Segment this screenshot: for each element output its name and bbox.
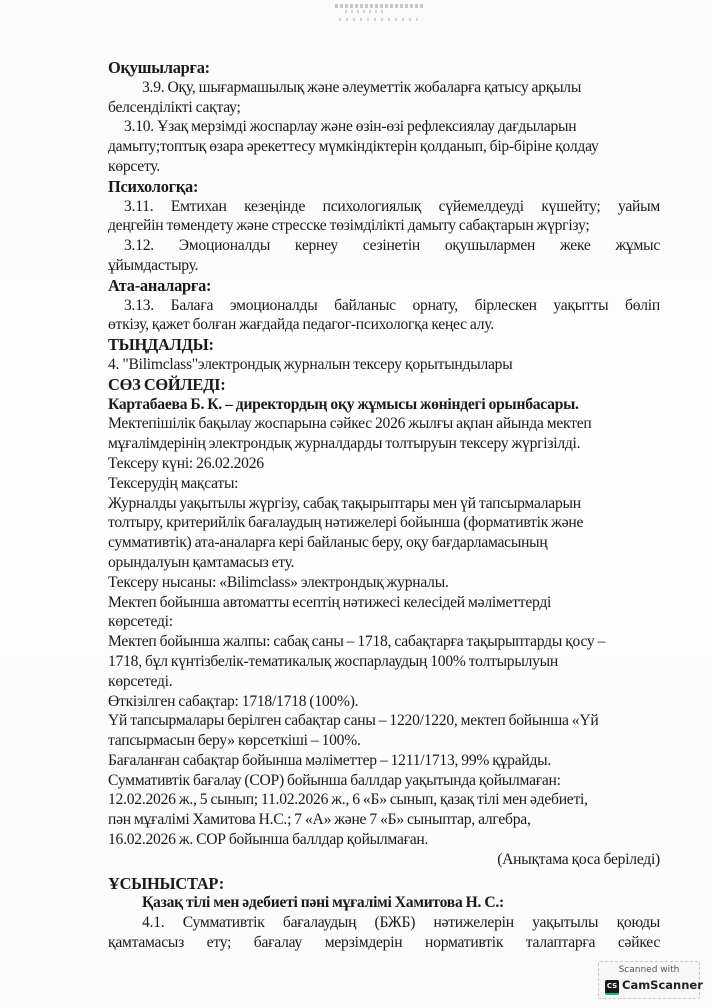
item-3-11-line-1: 3.11. Емтихан кезеңінде психологиялық сүйемелдеуді күшейту; уайым bbox=[124, 197, 660, 215]
item-3-13-line-1: 3.13. Балаға эмоционалды байланыс орнату, бірлескен уақытты бөліп bbox=[124, 296, 660, 314]
total-line-1: Мектеп бойынша жалпы: сабақ саны – 1718, сабақтарға тақырыптарды қосу – bbox=[108, 633, 606, 651]
item-3-12-line-1: 3.12. Эмоционалды кернеу сезінетін оқушылармен жеке жұмыс bbox=[124, 237, 660, 255]
graded-lessons: Бағаланған сабақтар бойынша мәліметтер – 1211/1713, 99% құрайды. bbox=[108, 751, 552, 769]
section-heading-heard: ТЫҢДАЛДЫ: bbox=[108, 335, 214, 355]
item-3-10-line-3: көрсету. bbox=[108, 157, 160, 175]
agenda-item-4: 4. "Bilimclass"электрондық журналын тексеру қорытындылары bbox=[108, 355, 513, 373]
total-line-2: 1718, бұл күнтізбелік-тематикалық жоспарлаудың 100% толтырылуын bbox=[108, 652, 558, 670]
total-line-3: көрсетеді. bbox=[108, 672, 173, 690]
item-3-10-line-2: дамыту;топтық өзара әрекеттесу мүмкіндіктерін қолданып, бір-біріне қолдау bbox=[108, 138, 599, 156]
faded-header-bleed-through bbox=[325, 2, 440, 26]
item-3-9-line-2: белсенділікті сақтау; bbox=[108, 98, 241, 116]
auto-report-line-1: Мектеп бойынша автоматты есептің нәтижесі келесідей мәліметтерді bbox=[108, 593, 552, 611]
homework-line-2: тапсырмасын беру» көрсеткіші – 100%. bbox=[108, 732, 361, 750]
sor-line-4: 16.02.2026 ж. СОР бойынша баллдар қойылмаған. bbox=[108, 831, 429, 849]
section-heading-psychologist: Психологқа: bbox=[108, 176, 199, 196]
sor-line-1: Суммативтік бағалау (СОР) бойынша баллдар уақытында қойылмаған: bbox=[108, 771, 561, 789]
section-heading-parents: Ата-аналарға: bbox=[108, 275, 212, 295]
camscanner-logo-icon: CS bbox=[605, 980, 619, 995]
attachment-note: (Анықтама қоса беріледі) bbox=[497, 850, 660, 868]
purpose-line-3: суммативтік) ата-аналарға кері байланыс беру, оқу бағдарламасының bbox=[108, 534, 548, 552]
report-paragraph-line-1: Мектепішілік бақылау жоспарына сәйкес 2026 жылғы ақпан айында мектеп bbox=[108, 415, 592, 433]
sor-line-2: 12.02.2026 ж., 5 сынып; 11.02.2026 ж., 6 «Б» сынып, қазақ тілі мен әдебиеті, bbox=[108, 791, 588, 809]
purpose-label: Тексерудің мақсаты: bbox=[108, 474, 239, 492]
section-heading-spoke: СӨЗ СӨЙЛЕДІ: bbox=[108, 374, 226, 394]
purpose-line-1: Журналды уақытылы жүргізу, сабақ тақырыптары мен үй тапсырмаларын bbox=[108, 494, 581, 512]
report-paragraph-line-2: мұғалімдерінің электрондық журналдарды толтыруын тексеру жүргізілді. bbox=[108, 435, 581, 453]
recommendation-subheading: Қазақ тілі мен әдебиеті пәні мұғалімі Хамитова Н. С.: bbox=[142, 894, 504, 912]
speaker-name: Картабаева Б. К. – директордың оқу жұмысы жөніндегі орынбасары. bbox=[108, 395, 579, 413]
watermark-caption: Scanned with bbox=[618, 965, 680, 975]
auto-report-line-2: көрсетеді: bbox=[108, 613, 173, 631]
document-body bbox=[108, 58, 660, 953]
watermark-brand: CamScanner bbox=[622, 978, 703, 992]
check-date: Тексеру күні: 26.02.2026 bbox=[108, 454, 264, 472]
item-3-9-line-1: 3.9. Оқу, шығармашылық және әлеуметтік жобаларға қатысу арқылы bbox=[142, 78, 582, 96]
item-3-12-line-2: ұйымдастыру. bbox=[108, 256, 199, 274]
check-object: Тексеру нысаны: «Bilimclass» электрондық журналы. bbox=[108, 573, 449, 591]
purpose-line-2: толтыру, критерийлік бағалаудың нәтижелері бойынша (формативтік және bbox=[108, 514, 584, 532]
item-3-10-line-1: 3.10. Ұзақ мерзімді жоспарлау және өзін-өзі рефлексиялау дағдыларын bbox=[124, 118, 577, 136]
item-4-1-line-1: 4.1. Суммативтік бағалаудың (БЖБ) нәтижелерін уақытылы қоюды bbox=[142, 914, 660, 932]
item-3-13-line-2: өткізу, қажет болған жағдайда педагог-психологқа кеңес алу. bbox=[108, 316, 494, 334]
homework-line-1: Үй тапсырмалары берілген сабақтар саны – 1220/1220, мектеп бойынша «Үй bbox=[108, 712, 599, 730]
camscanner-watermark bbox=[598, 961, 703, 999]
section-heading-recommendations: ҰСЫНЫСТАР: bbox=[108, 873, 224, 893]
item-4-1-line-2: қамтамасыз ету; бағалау мерзімдерін нормативтік талаптарға сәйкес bbox=[108, 934, 660, 952]
conducted-lessons: Өткізілген сабақтар: 1718/1718 (100%). bbox=[108, 692, 359, 710]
item-3-11-line-2: деңгейін төмендету және стресске төзімділікті дамыту сабақтарын жүргізу; bbox=[108, 217, 590, 235]
section-heading-students: Оқушыларға: bbox=[108, 58, 210, 77]
purpose-line-4: орындалуын қамтамасыз ету. bbox=[108, 553, 295, 571]
sor-line-3: пән мұғалімі Хамитова Н.С.; 7 «А» және 7 «Б» сыныптар, алгебра, bbox=[108, 811, 531, 829]
